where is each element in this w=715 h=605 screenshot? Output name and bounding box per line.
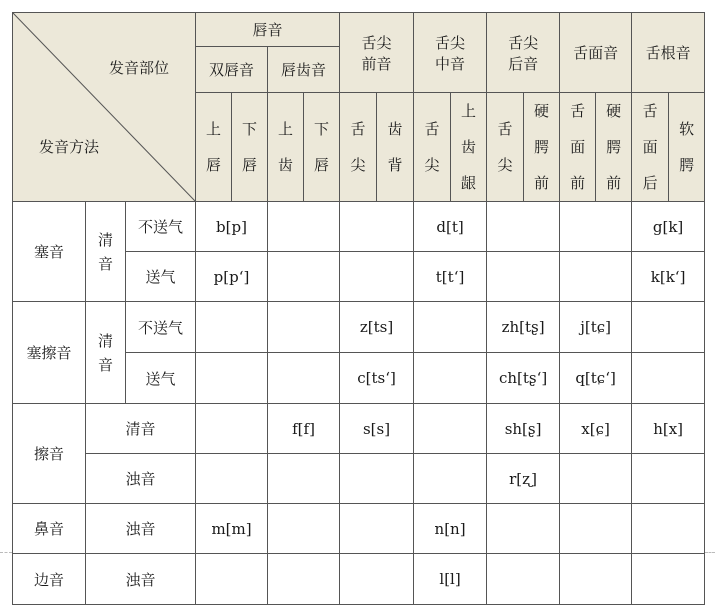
subheader-teeth-back: 齿背 [377, 93, 414, 202]
cell-empty [632, 302, 705, 353]
header-apical-front: 舌尖 前音 [340, 13, 414, 93]
cell-k: k[kʻ] [632, 252, 705, 302]
header-dorsal: 舌面音 [560, 13, 632, 93]
subheader-alveolar: 上齿龈 [451, 93, 487, 202]
cell-x: x[ɕ] [560, 404, 632, 454]
cell-t: t[tʻ] [414, 252, 487, 302]
row-affricate-unaspirated: 不送气 [126, 302, 196, 353]
cell-empty [632, 353, 705, 404]
row-affricate-aspirated: 送气 [126, 353, 196, 404]
subheader-tongue-tip-2: 舌尖 [414, 93, 451, 202]
cell-empty [560, 202, 632, 252]
cell-c: c[tsʻ] [340, 353, 414, 404]
method-label: 发音方法 [39, 138, 100, 156]
position-label: 发音部位 [109, 59, 170, 77]
row-lateral: 边音 [13, 554, 86, 605]
corner-diagonal-cell [13, 13, 196, 202]
cell-h: h[x] [632, 404, 705, 454]
consonant-chart-table [12, 12, 705, 605]
header-lip: 唇音 [196, 13, 340, 47]
cell-empty [268, 252, 340, 302]
row-stop-unaspirated: 不送气 [126, 202, 196, 252]
cell-empty [340, 554, 414, 605]
subheader-soft-palate: 软腭 [669, 93, 705, 202]
subheader-upper-teeth: 上齿 [268, 93, 304, 202]
row-affricate-voiceless: 清音 [86, 302, 126, 404]
row-fricative-voiceless: 清音 [86, 404, 196, 454]
cell-b: b[p] [196, 202, 268, 252]
cell-r: r[ʐ] [487, 454, 560, 504]
cell-empty [340, 454, 414, 504]
divider-right [705, 552, 715, 553]
cell-s: s[s] [340, 404, 414, 454]
cell-n: n[n] [414, 504, 487, 554]
header-velar: 舌根音 [632, 13, 705, 93]
cell-empty [196, 353, 268, 404]
cell-ch: ch[tʂʻ] [487, 353, 560, 404]
header-bilabial: 双唇音 [196, 47, 268, 93]
cell-empty [632, 554, 705, 605]
header-apical-middle: 舌尖 中音 [414, 13, 487, 93]
cell-m: m[m] [196, 504, 268, 554]
subheader-hard-palate-front-2: 硬腭前 [596, 93, 632, 202]
row-lateral-voiced: 浊音 [86, 554, 196, 605]
cell-zh: zh[tʂ] [487, 302, 560, 353]
cell-empty [268, 202, 340, 252]
cell-empty [268, 504, 340, 554]
cell-empty [340, 504, 414, 554]
row-stop: 塞音 [13, 202, 86, 302]
row-stop-voiceless: 清音 [86, 202, 126, 302]
cell-empty [414, 353, 487, 404]
row-fricative-voiced: 浊音 [86, 454, 196, 504]
cell-f: f[f] [268, 404, 340, 454]
cell-empty [196, 554, 268, 605]
row-nasal: 鼻音 [13, 504, 86, 554]
cell-empty [560, 554, 632, 605]
cell-empty [196, 302, 268, 353]
cell-empty [340, 252, 414, 302]
cell-empty [196, 404, 268, 454]
cell-empty [487, 554, 560, 605]
cell-empty [632, 454, 705, 504]
cell-g: g[k] [632, 202, 705, 252]
cell-d: d[t] [414, 202, 487, 252]
cell-empty [268, 454, 340, 504]
cell-empty [487, 252, 560, 302]
cell-l: l[l] [414, 554, 487, 605]
cell-empty [414, 302, 487, 353]
subheader-lower-lip-2: 下唇 [304, 93, 340, 202]
divider-left [0, 552, 12, 553]
cell-empty [268, 302, 340, 353]
row-affricate: 塞擦音 [13, 302, 86, 404]
subheader-tongue-back: 舌面后 [632, 93, 669, 202]
cell-empty [414, 454, 487, 504]
cell-empty [340, 202, 414, 252]
subheader-tongue-front: 舌面前 [560, 93, 596, 202]
subheader-upper-lip: 上唇 [196, 93, 232, 202]
cell-z: z[ts] [340, 302, 414, 353]
cell-q: q[tɕʻ] [560, 353, 632, 404]
cell-empty [560, 252, 632, 302]
cell-sh: sh[ʂ] [487, 404, 560, 454]
cell-p: p[pʻ] [196, 252, 268, 302]
cell-empty [196, 454, 268, 504]
subheader-tongue-tip-3: 舌尖 [487, 93, 524, 202]
cell-empty [414, 404, 487, 454]
subheader-tongue-tip-1: 舌尖 [340, 93, 377, 202]
header-labiodental: 唇齿音 [268, 47, 340, 93]
cell-empty [487, 504, 560, 554]
corner-diagonal-line [13, 13, 195, 201]
row-stop-aspirated: 送气 [126, 252, 196, 302]
row-fricative: 擦音 [13, 404, 86, 504]
cell-empty [560, 454, 632, 504]
cell-empty [487, 202, 560, 252]
subheader-lower-lip: 下唇 [232, 93, 268, 202]
cell-empty [632, 504, 705, 554]
cell-empty [560, 504, 632, 554]
row-nasal-voiced: 浊音 [86, 504, 196, 554]
subheader-hard-palate-front-1: 硬腭前 [524, 93, 560, 202]
cell-empty [268, 353, 340, 404]
cell-empty [268, 554, 340, 605]
header-apical-back: 舌尖 后音 [487, 13, 560, 93]
cell-j: j[tɕ] [560, 302, 632, 353]
